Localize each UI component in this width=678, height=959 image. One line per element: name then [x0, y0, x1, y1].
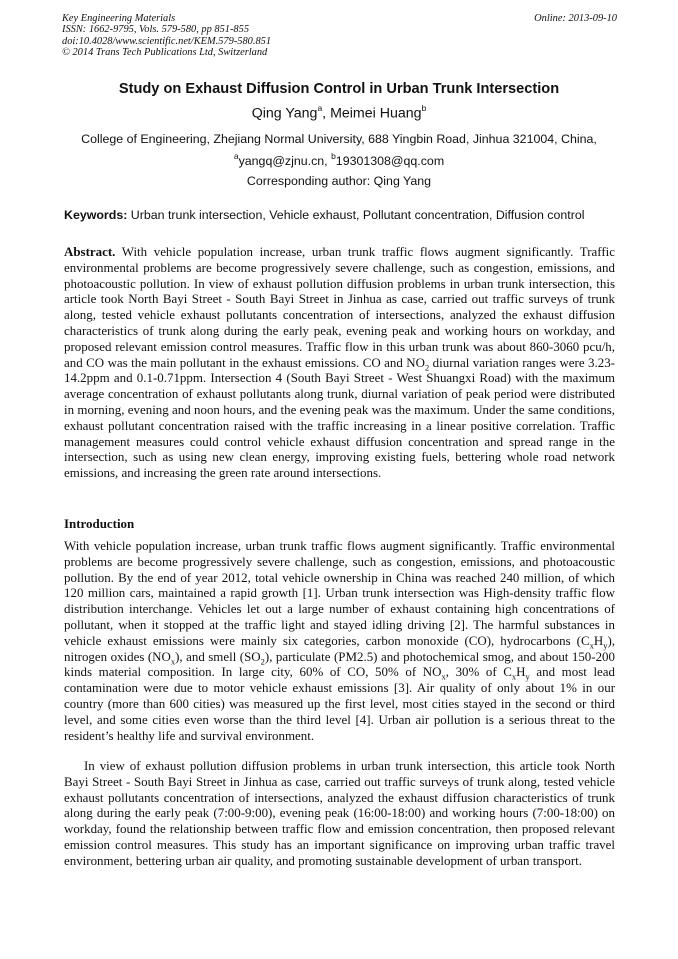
keywords-label: Keywords: [64, 208, 128, 222]
subscript: y [525, 671, 530, 682]
abstract-text: diurnal variation ranges were 3.23-14.2ppm and 0.1-0.71ppm. Intersection 4 (South Bayi Street - West Shuangxi Road) with the maximum average concentration of exhaust pollutants along trunk, diurnal variation of peak period were distributed in morning, evening and noon hours, and the evening peak was the maximum. Under the same conditions, exhaust pollutant concentration raised with the traffic increasing in a linear positive correlation. Traffic management measures could control vehicle exhaust diffusion concentration and spread range in the intersection, such as using new clean energy, improving existing fuels, bettering whole road network emissions, and increasing the green rate around intersections. [64, 354, 615, 481]
copyright-line: © 2014 Trans Tech Publications Ltd, Switzerland [62, 47, 268, 59]
author-superscript: b [421, 103, 427, 113]
corresponding-author: Corresponding author: Qing Yang [246, 174, 432, 188]
email-superscript: b [331, 151, 336, 161]
intro-text: H [516, 664, 526, 680]
journal-name: Key Engineering Materials [62, 13, 176, 24]
abstract-label: Abstract. [64, 244, 116, 259]
abstract-paragraph [64, 244, 615, 481]
intro-text: ), particulate (PM2.5) and photochemical smog, and about 150-200 kinds material composition. In large city, 60% of CO, 50% of NO [64, 648, 615, 680]
intro-paragraph-1 [64, 538, 615, 743]
paper-title: Study on Exhaust Diffusion Control in Urban Trunk Intersection [118, 81, 560, 97]
intro-paragraph-2: In view of exhaust pollution diffusion problems in urban trunk intersection, this article took North Bayi Street - South Bayi Street in Jinhua as case, carried out traffic surveys of trunk along, tested vehicle exhaust pollutants concentration of intersections, analyzed the exhaust diffusion characteristics of trunk along during the early peak (7:00-9:00), evening peak (16:00-18:00) and working hours (7:00-18:00) on workday, found the relationship between traffic flow and emission concentration, then proposed relevant emission control measures. This study has an important significance on improving urban traffic travel environment, bettering urban air quality, and promoting sustainable development of urban transport. [64, 758, 615, 868]
intro-text: and most lead contamination were due to motor vehicle exhaust emissions [3]. Air quality of only about 1% in our country (more than 600 cities) was measured up the first level, most cities stayed in the second or third level, and some cities even worse than the third level [4]. Urban air pollution is a serious threat to the resident’s healthy life and survival environment. [64, 664, 616, 743]
subscript: y [603, 640, 608, 651]
intro-text: , 30% of C [445, 664, 512, 680]
subscript: x [170, 656, 176, 667]
author-superscript: a [317, 103, 323, 113]
email-superscript: a [233, 151, 239, 161]
subscript: x [511, 671, 517, 682]
subscript: 2 [260, 656, 265, 667]
subscript: 2 [424, 362, 430, 373]
author-line [0, 104, 678, 122]
email-address: yangq@zjnu.cn, [238, 154, 332, 169]
author-separator: , [322, 105, 331, 122]
author-name: Meimei Huang [330, 105, 422, 122]
email-line [0, 152, 678, 168]
abstract-text: With vehicle population increase, urban trunk traffic flows augment significantly. Traffic environmental problems are become progressively severe challenge, such as congestion, emissions, and photoacoustic pollution. In view of exhaust pollution diffusion problems in urban trunk intersection, this article took North Bayi Street - South Bayi Street in Jinhua as case, carried out traffic surveys of trunk along, tested vehicle exhaust pollutants concentration of intersections, analyzed the exhaust diffusion characteristics of trunk along during the early peak, evening peak and working hours on workday, and proposed relevant emission control measures. Traffic flow in this urban trunk was about 860-3060 pcu/h, and CO was the main pollutant in the exhaust emissions. CO and NO [64, 244, 615, 370]
email-address: 19301308@qq.com [335, 154, 445, 169]
subscript: x [441, 671, 446, 682]
online-date: Online: 2013-09-10 [534, 13, 617, 24]
keywords-text: Urban trunk intersection, Vehicle exhaust, Pollutant concentration, Diffusion control [127, 208, 585, 222]
intro-text: With vehicle population increase, urban trunk traffic flows augment significantly. Traffic environmental problems are become progressively severe challenge, such as congestion, emissions, and photoacoustic pollution. By the end of year 2012, total vehicle ownership in China was reached 240 million, of which 120 million cars, maintained a rapid growth [1]. Urban trunk intersection was High-density traffic flow distribution interchange. Vehicles let out a large number of exhaust containing high concentrations of pollutant, when it stopped at the traffic light and stayed idling driving [2]. The harmful substances in vehicle exhaust emissions were mainly six categories, carbon monoxide (CO), hydrocarbons (C [64, 538, 615, 648]
journal-header [62, 13, 617, 59]
intro-text: ), and smell (SO [175, 648, 261, 664]
subscript: x [589, 640, 594, 651]
intro-text: ), nitrogen oxides (NO [64, 632, 615, 664]
issn-line: ISSN: 1662-9795, Vols. 579-580, pp 851-855 [62, 24, 250, 36]
section-heading-introduction: Introduction [64, 516, 135, 531]
author-name: Qing Yang [251, 105, 318, 122]
keywords [64, 208, 624, 222]
doi-line: doi:10.4028/www.scientific.net/KEM.579-580.851 [62, 35, 272, 47]
intro-text: H [593, 632, 604, 648]
affiliation: College of Engineering, Zhejiang Normal University, 688 Yingbin Road, Jinhua 321004, China, [81, 132, 597, 146]
